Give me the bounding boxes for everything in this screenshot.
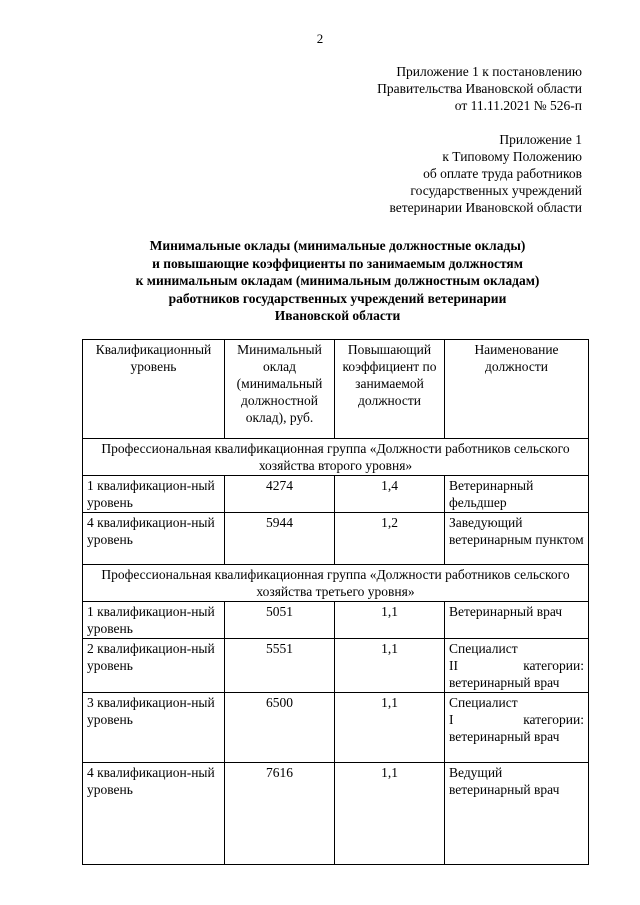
position-line: ветеринарный врач	[449, 729, 560, 744]
table-row	[83, 693, 589, 763]
appendix-decree-line-2: Правительства Ивановской области	[377, 81, 582, 96]
position-line: ветеринарный врач	[449, 675, 560, 690]
cell-level: 2 квалификацион-ный уровень	[83, 639, 225, 693]
appendix-regulation-block	[390, 131, 583, 216]
group-title-row	[83, 565, 589, 602]
salary-table	[82, 339, 589, 865]
position-line: Специалист	[449, 641, 518, 656]
cell-coefficient: 1,4	[335, 476, 445, 513]
title-line-1: Минимальные оклады (минимальные должностные оклады)	[149, 238, 526, 253]
appendix-decree-block	[377, 63, 582, 114]
group-title: Профессиональная квалификационная группа «Должности работников сельского хозяйства второго уровня»	[83, 439, 589, 476]
table-row	[83, 513, 589, 565]
cell-position: Ветеринарный врач	[445, 602, 589, 639]
cell-level: 3 квалификацион-ный уровень	[83, 693, 225, 763]
cell-salary: 5551	[225, 639, 335, 693]
cell-level: 1 квалификацион-ный уровень	[83, 602, 225, 639]
group-title: Профессиональная квалификационная группа «Должности работников сельского хозяйства третьего уровня»	[83, 565, 589, 602]
cell-coefficient: 1,1	[335, 763, 445, 865]
table-row	[83, 602, 589, 639]
page-number: 2	[316, 31, 324, 46]
table-header-row	[83, 340, 589, 439]
appendix-regulation-line-2: к Типовому Положению	[442, 149, 582, 164]
appendix-regulation-line-3: об оплате труда работников	[423, 166, 582, 181]
cell-position: Ведущий ветеринарный врач	[445, 763, 589, 865]
cell-salary: 5944	[225, 513, 335, 565]
header-salary: Минимальный оклад (минимальный должностной оклад), руб.	[225, 340, 335, 439]
appendix-regulation-line-5: ветеринарии Ивановской области	[389, 200, 582, 215]
title-line-5: Ивановской области	[274, 308, 401, 323]
title-line-3: к минимальным окладам (минимальным должностным окладам)	[135, 273, 540, 288]
cell-salary: 7616	[225, 763, 335, 865]
cell-salary: 6500	[225, 693, 335, 763]
group-title-row	[83, 439, 589, 476]
table-row	[83, 639, 589, 693]
position-line: I категории:	[449, 712, 584, 727]
appendix-regulation-line-4: государственных учреждений	[410, 183, 582, 198]
title-line-2: и повышающие коэффициенты по занимаемым должностям	[152, 255, 523, 271]
appendix-decree-line-1: Приложение 1 к постановлению	[396, 64, 582, 79]
cell-level: 1 квалификацион-ный уровень	[83, 476, 225, 513]
document-title	[70, 237, 605, 325]
cell-position	[445, 693, 589, 763]
cell-position	[445, 639, 589, 693]
cell-coefficient: 1,1	[335, 639, 445, 693]
cell-coefficient: 1,1	[335, 693, 445, 763]
cell-level: 4 квалификацион-ный уровень	[83, 513, 225, 565]
title-line-4: работников государственных учреждений ветеринарии	[168, 290, 507, 306]
cell-position: Ветеринарный фельдшер	[445, 476, 589, 513]
position-line: Специалист	[449, 695, 518, 710]
cell-coefficient: 1,2	[335, 513, 445, 565]
table-row	[83, 476, 589, 513]
cell-salary: 5051	[225, 602, 335, 639]
cell-level: 4 квалификацион-ный уровень	[83, 763, 225, 865]
appendix-decree-line-3: от 11.11.2021 № 526-п	[454, 98, 582, 113]
cell-salary: 4274	[225, 476, 335, 513]
header-position: Наименование должности	[445, 340, 589, 439]
cell-coefficient: 1,1	[335, 602, 445, 639]
appendix-regulation-line-1: Приложение 1	[499, 132, 582, 147]
header-coefficient: Повышающий коэффициент по занимаемой должности	[335, 340, 445, 439]
header-level: Квалификационный уровень	[83, 340, 225, 439]
table-row	[83, 763, 589, 865]
cell-position: Заведующий ветеринарным пунктом	[445, 513, 589, 565]
position-line: II категории:	[449, 658, 584, 673]
